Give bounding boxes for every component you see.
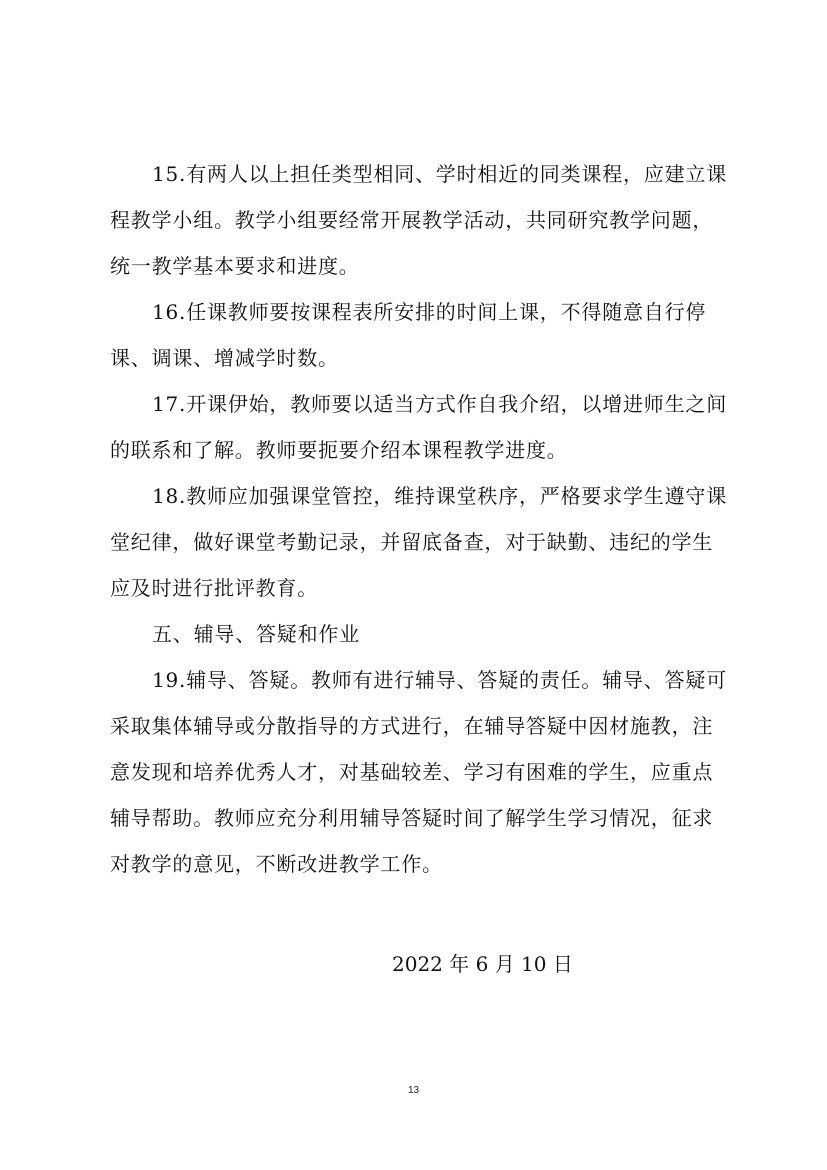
paragraph-19-line-1: 19.辅导、答疑。教师有进行辅导、答疑的责任。辅导、答疑可: [152, 668, 728, 692]
paragraph-16-line-1: 16.任课教师要按课程表所安排的时间上课，不得随意自行停: [152, 300, 707, 324]
paragraph-19-line-5: 对教学的意见，不断改进教学工作。: [110, 852, 443, 876]
section-heading: 五、辅导、答疑和作业: [152, 622, 360, 646]
paragraph-18-line-3: 应及时进行批评教育。: [110, 576, 318, 600]
paragraph-17-line-2: 的联系和了解。教师要扼要介绍本课程教学进度。: [110, 438, 568, 462]
paragraph-19-line-3: 意发现和培养优秀人才，对基础较差、学习有困难的学生，应重点: [110, 760, 714, 784]
paragraph-17-line-1: 17.开课伊始，教师要以适当方式作自我介绍，以增进师生之间: [152, 392, 728, 416]
paragraph-15-line-1: 15.有两人以上担任类型相同、学时相近的同类课程，应建立课: [152, 162, 728, 186]
paragraph-19-line-2: 采取集体辅导或分散指导的方式进行，在辅导答疑中因材施教，注: [110, 714, 714, 738]
paragraph-15-line-3: 统一教学基本要求和进度。: [110, 254, 360, 278]
paragraph-18-line-1: 18.教师应加强课堂管控，维持课堂秩序，严格要求学生遵守课: [152, 484, 728, 508]
paragraph-18-line-2: 堂纪律，做好课堂考勤记录，并留底备查，对于缺勤、违纪的学生: [110, 530, 714, 554]
page-number: 13: [407, 1085, 420, 1096]
document-body: [110, 154, 728, 890]
paragraph-19-line-4: 辅导帮助。教师应充分利用辅导答疑时间了解学生学习情况，征求: [110, 806, 714, 830]
paragraph-15-line-2: 程教学小组。教学小组要经常开展教学活动，共同研究教学问题，: [110, 208, 714, 232]
paragraph-16-line-2: 课、调课、增减学时数。: [110, 346, 339, 370]
document-date: 2022 年 6 月 10 日: [392, 952, 573, 976]
